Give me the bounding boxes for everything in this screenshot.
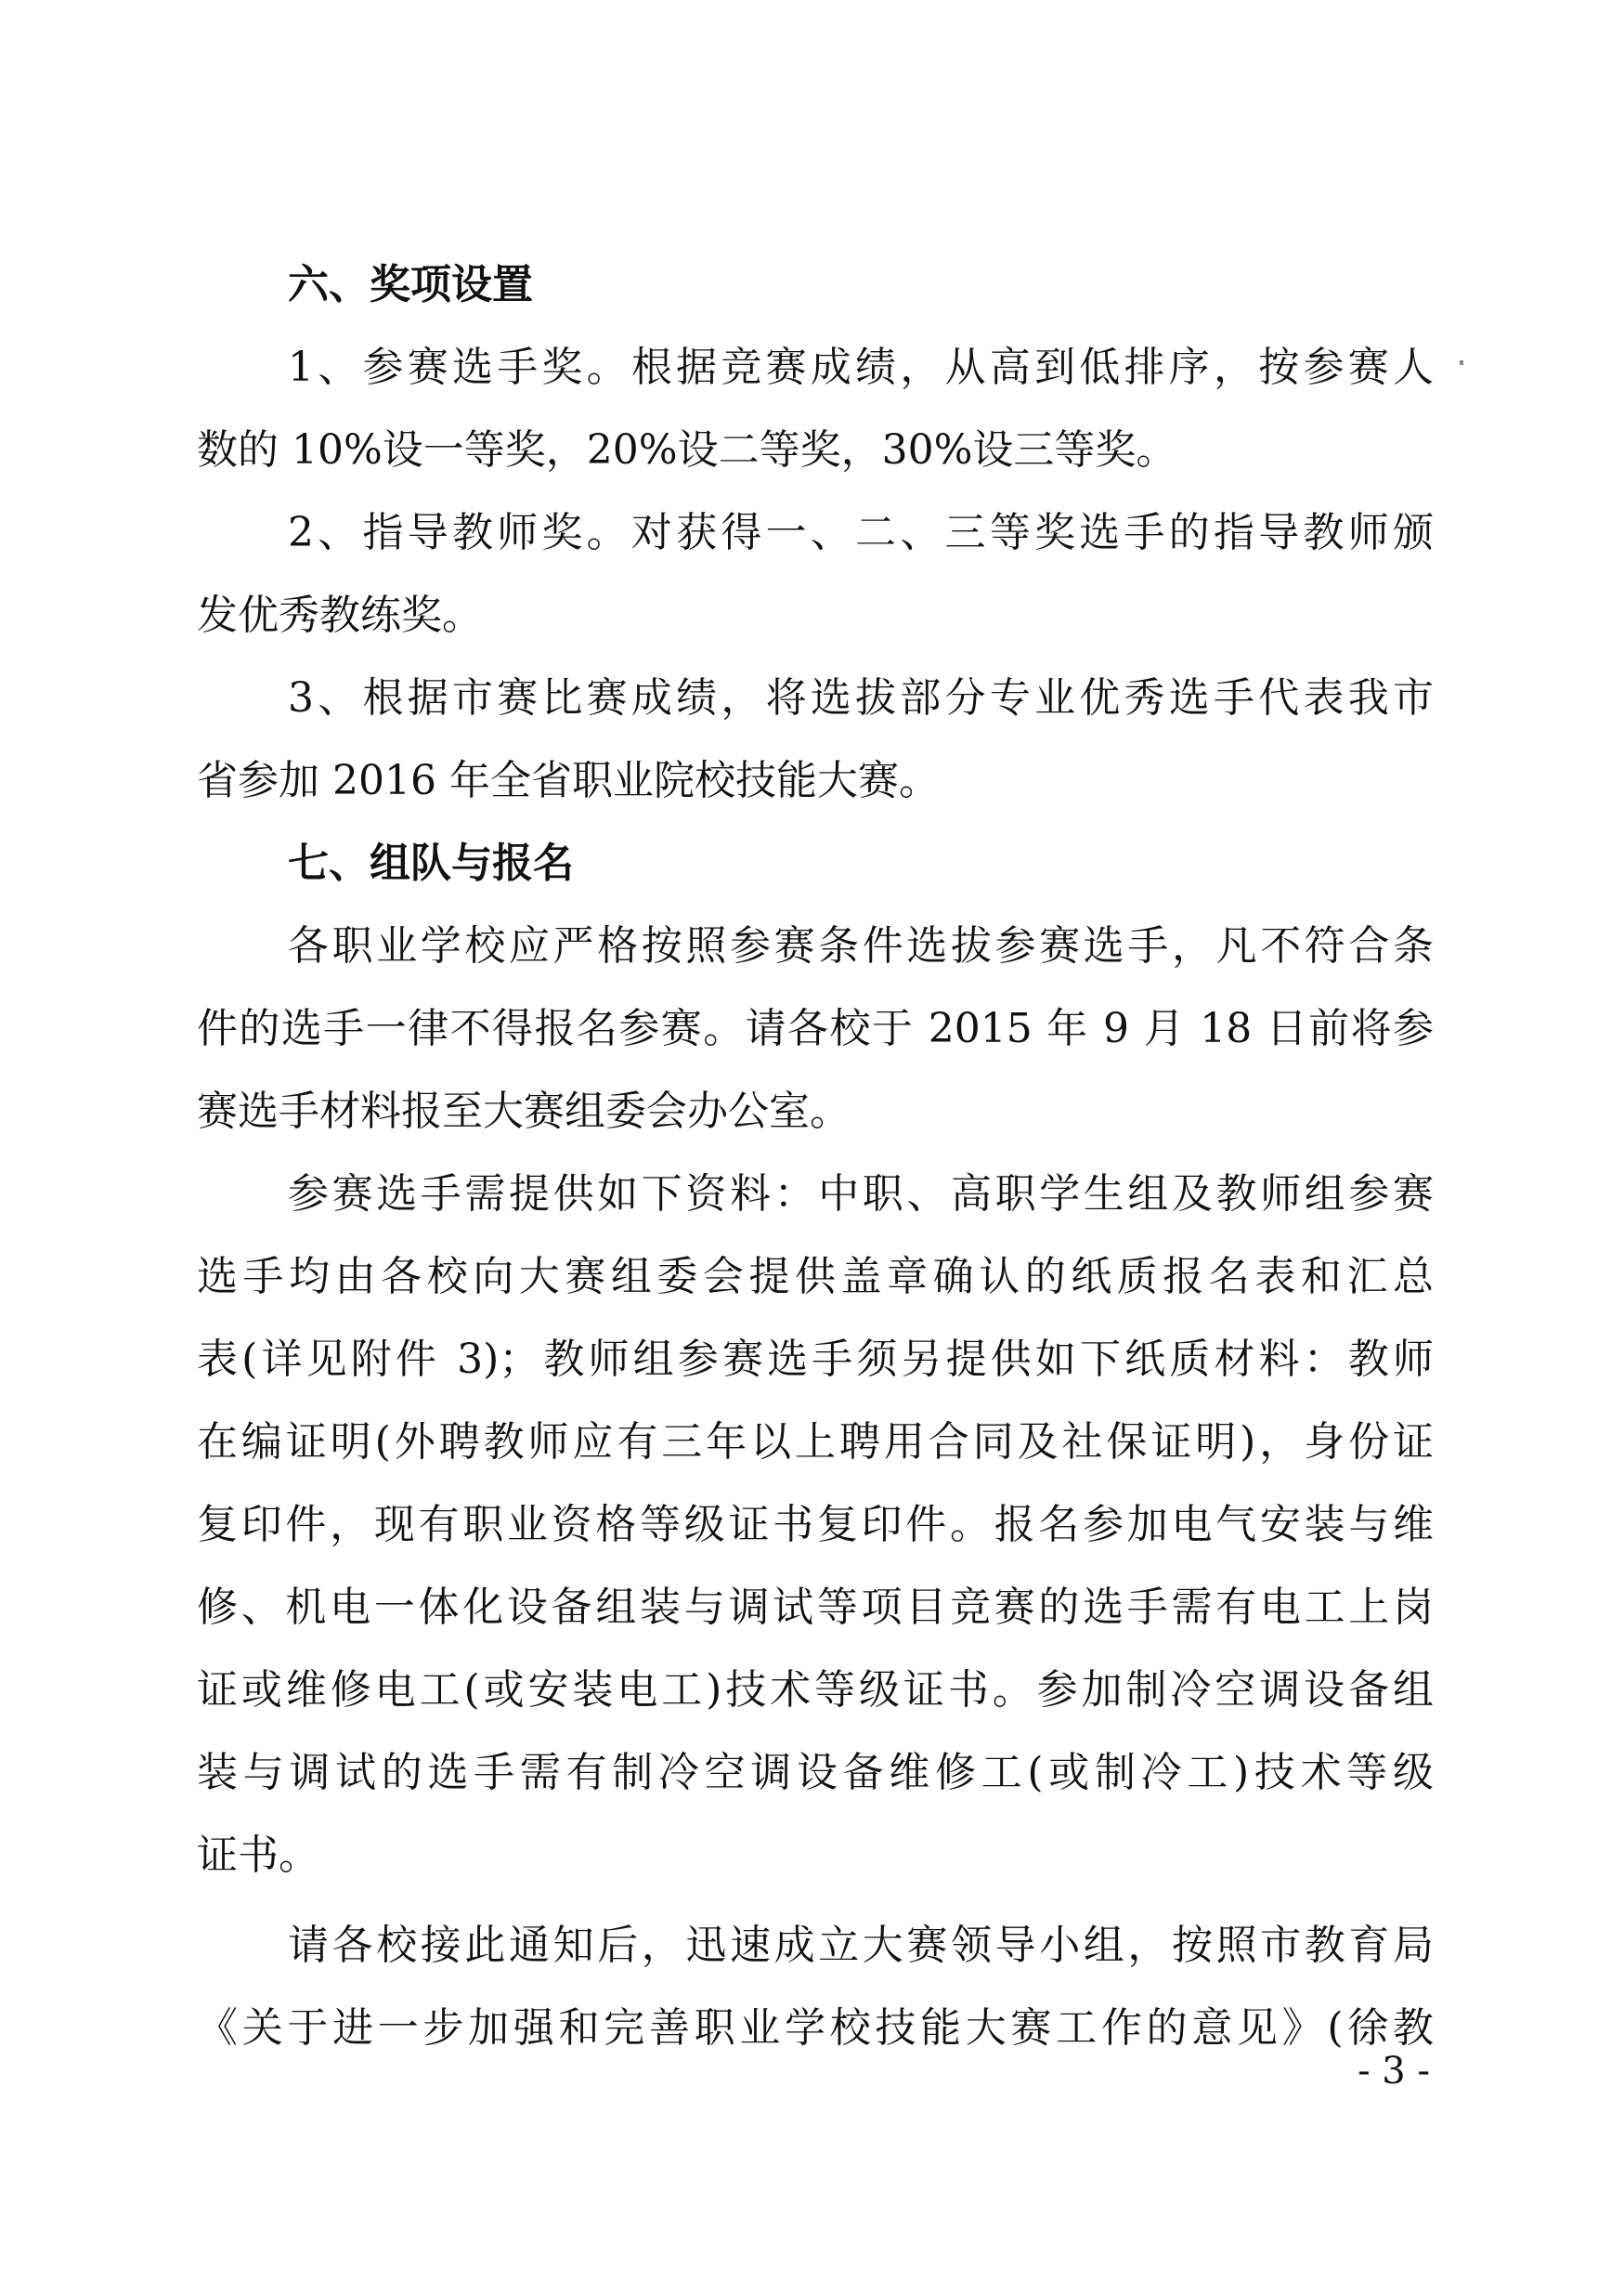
paragraph-line: 复印件，现有职业资格等级证书复印件。报名参加电气安装与维 — [197, 1501, 1434, 1548]
paragraph-gap — [197, 1897, 1434, 1904]
paragraph-line: 数的 10%设一等奖，20%设二等奖，30%设三等奖。 — [197, 426, 1177, 474]
paragraph-line: 证书。 — [197, 1832, 319, 1879]
paragraph-line: 件的选手一律不得报名参赛。请各校于 2015 年 9 月 18 日前将参 — [197, 1005, 1434, 1052]
paragraph-line: 参赛选手需提供如下资料：中职、高职学生组及教师组参赛 — [288, 1170, 1434, 1218]
paragraph-line: 1、参赛选手奖。根据竞赛成绩，从高到低排序，按参赛人 — [288, 344, 1434, 391]
paragraph-line: 省参加 2016 年全省职业院校技能大赛。 — [197, 757, 940, 804]
page-number: - 3 - — [1358, 2050, 1430, 2093]
paragraph-line: 表(详见附件 3)；教师组参赛选手须另提供如下纸质材料：教师 — [197, 1336, 1434, 1383]
paragraph-line: 各职业学校应严格按照参赛条件选拔参赛选手，凡不符合条 — [288, 922, 1434, 970]
document-body — [197, 243, 1434, 2069]
paragraph-line: 请各校接此通知后，迅速成立大赛领导小组，按照市教育局 — [288, 1922, 1434, 1969]
paragraph-line: 3、根据市赛比赛成绩，将选拔部分专业优秀选手代表我市 — [288, 674, 1434, 722]
paragraph-line: 《关于进一步加强和完善职业学校技能大赛工作的意见》(徐教 — [197, 2004, 1434, 2052]
margin-mark — [1460, 360, 1463, 365]
paragraph-line: 在编证明(外聘教师应有三年以上聘用合同及社保证明)，身份证 — [197, 1418, 1434, 1466]
paragraph-line: 装与调试的选手需有制冷空调设备维修工(或制冷工)技术等级 — [197, 1749, 1434, 1796]
section-heading-awards: 六、奖项设置 — [288, 261, 533, 308]
paragraph-line: 选手均由各校向大赛组委会提供盖章确认的纸质报名表和汇总 — [197, 1253, 1434, 1300]
paragraph-line: 证或维修电工(或安装电工)技术等级证书。参加制冷空调设备组 — [197, 1666, 1434, 1714]
paragraph-line: 2、指导教师奖。对获得一、二、三等奖选手的指导教师颁 — [288, 509, 1434, 556]
section-heading-registration: 七、组队与报名 — [288, 840, 574, 887]
paragraph-line: 修、机电一体化设备组装与调试等项目竞赛的选手需有电工上岗 — [197, 1584, 1434, 1631]
paragraph-line: 赛选手材料报至大赛组委会办公室。 — [197, 1088, 851, 1135]
paragraph-line: 发优秀教练奖。 — [197, 592, 483, 639]
